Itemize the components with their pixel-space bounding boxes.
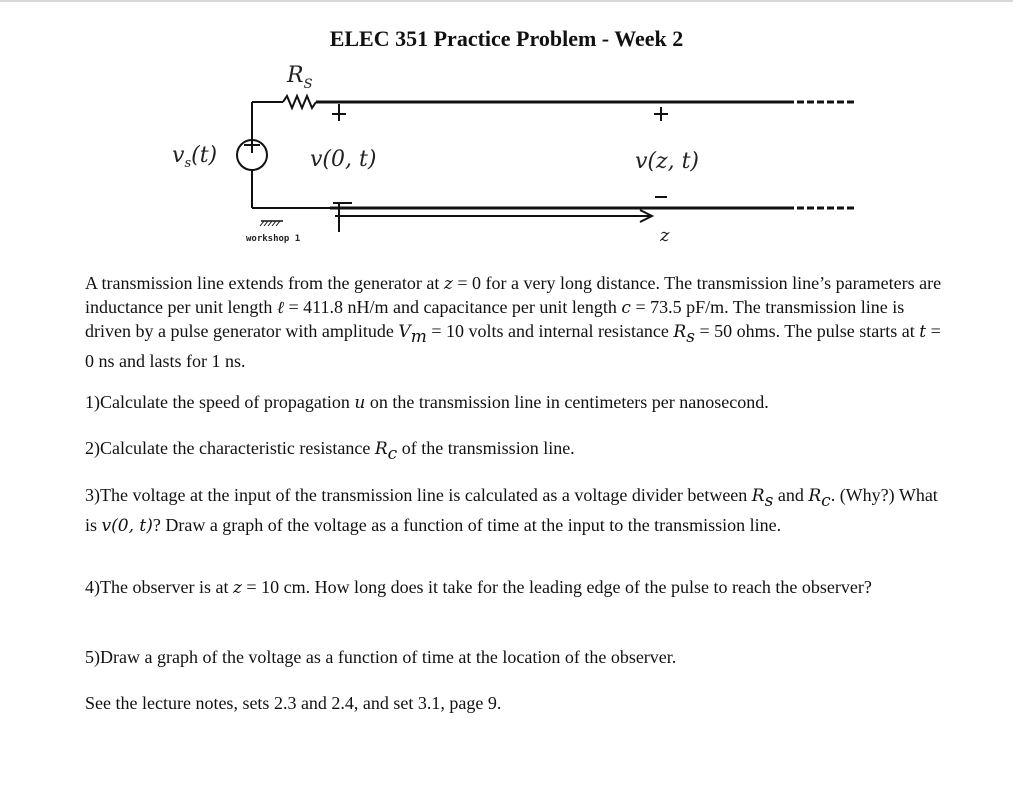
resistor-rs bbox=[283, 96, 316, 108]
ground-icon bbox=[260, 221, 283, 226]
page-title: ELEC 351 Practice Problem - Week 2 bbox=[329, 26, 684, 51]
reference-note: See the lecture notes, sets 2.3 and 2.4, and set 3.1, page 9. bbox=[85, 693, 502, 713]
input-voltage-label: v(0, t) bbox=[310, 147, 377, 172]
circuit-diagram bbox=[0, 0, 1013, 260]
question-4: 4)The observer is at z = 10 cm. How long does it take for the leading edge of the pulse to reach the observer? bbox=[85, 577, 872, 598]
source-label: $v_s(t)$ bbox=[172, 143, 218, 171]
problem-statement: A transmission line extends from the generator at z = 0 for a very long distance. The transmission line’s parameters are inductance per unit length ℓ = 411.8 nH/m and capacitance per unit length c = 73.5 pF/m. The transmission line is driven by a pulse generator with amplitude $V_m = 10$ volts and internal resistance $R_s = 50$ ohms. The pulse starts at t = 0 ns and lasts for 1 ns. bbox=[85, 273, 942, 371]
z-axis-label: z bbox=[660, 225, 670, 246]
question-2: 2)Calculate the characteristic resistance $R_c$ of the transmission line. bbox=[85, 438, 575, 464]
question-1: 1)Calculate the speed of propagation u on the transmission line in centimeters per nanosecond. bbox=[85, 392, 769, 413]
ground-caption: workshop 1 bbox=[246, 234, 301, 244]
line-voltage-label: v(z, t) bbox=[635, 149, 700, 174]
resistor-label: $R_S$ bbox=[287, 63, 313, 92]
question-5: 5)Draw a graph of the voltage as a function of time at the location of the observer. bbox=[85, 647, 677, 667]
voltage-source bbox=[237, 137, 267, 170]
question-3: 3)The voltage at the input of the transmission line is calculated as a voltage divider between $R_s$ and $R_c$. (Why?) What is v(0, t)? Draw a graph of the voltage as a function of time at the input to the transmission line. bbox=[85, 485, 938, 536]
